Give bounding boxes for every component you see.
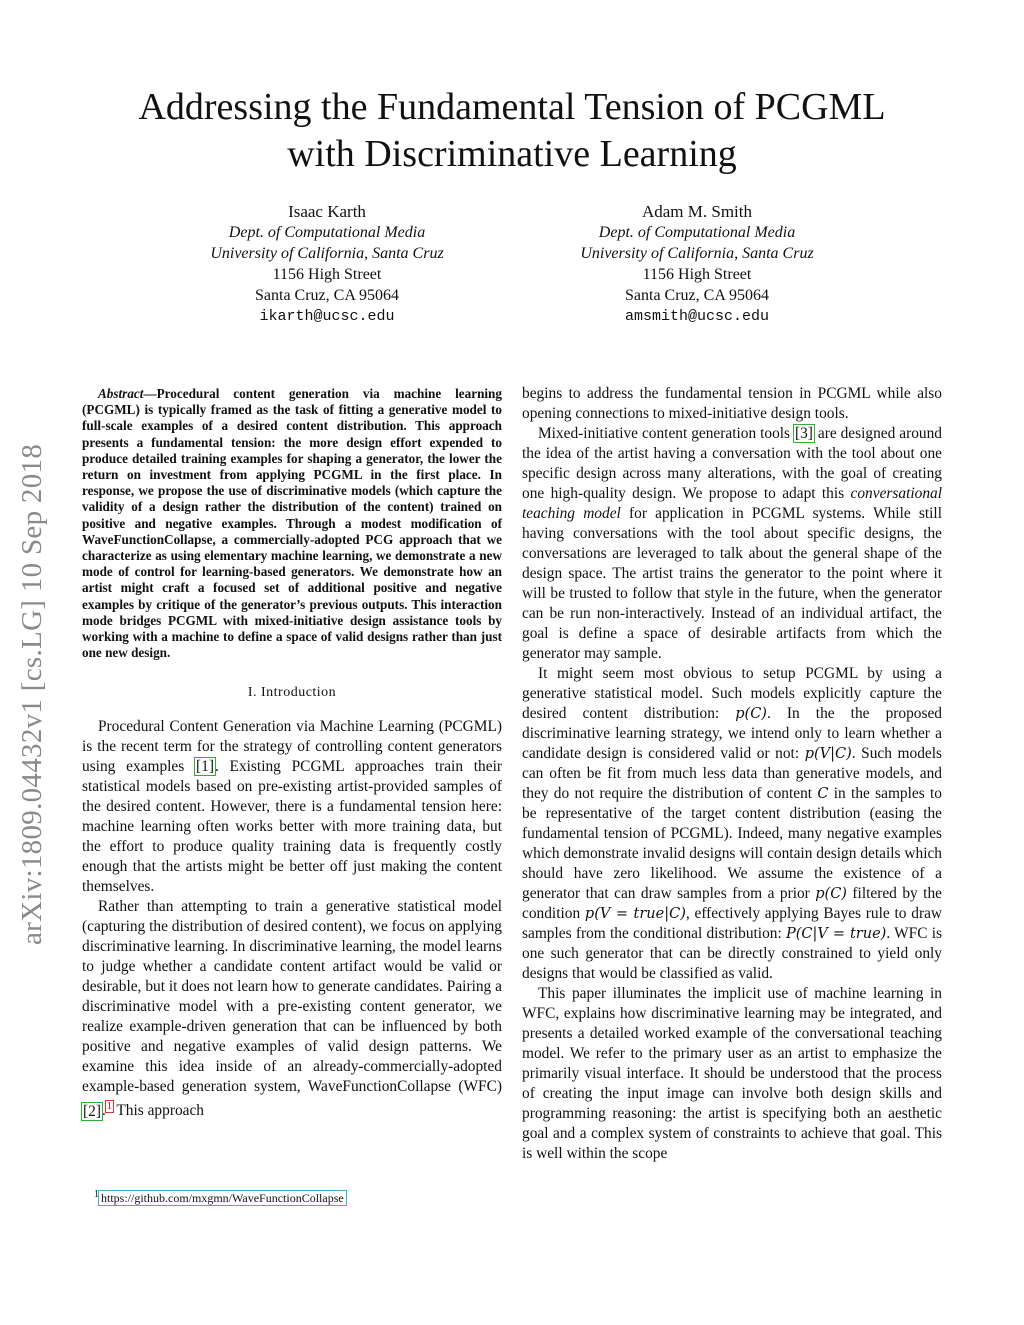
title-line-2: with Discriminative Learning [287,133,737,175]
title-line-1: Addressing the Fundamental Tension of PCGML [138,86,886,128]
text-run: Mixed-initiative content generation tools [538,425,794,442]
math-expression: p(C) [735,706,767,722]
right-paragraph-0: begins to address the fundamental tension in PCGML while also opening connections to mixed-initiative design tools. [522,385,942,422]
math-expression: p(V|C) [804,746,852,762]
arxiv-stamp: arXiv:1809.04432v1 [cs.LG] 10 Sep 2018 [16,443,48,945]
author-university: University of California, Santa Cruz [210,245,444,262]
author-block-2 [532,201,862,327]
author-university: University of California, Santa Cruz [580,245,814,262]
text-run: Rather than attempting to train a generative statistical model (capturing the distribution of desired content), we focus on applying discriminative learning. In discriminative learning, the model learns to judge whether a candidate content artifact would be valid or desirable, but it does not learn how to generate candidates. Pairing a discriminative model with a pre-existing content generator, we realize example-driven generation that can be influenced by both positive and negative examples of valid design patterns. We examine this idea inside of an already-commercially-adopted example-based generation system, WaveFunctionCollapse (WFC) [82,898,502,1096]
text-run: Procedural Content Generation via Machine Learning (PCGML) is the recent term for the strategy of controlling content generators using examples [82,718,502,776]
author-email[interactable]: amsmith@ucsc.edu [624,308,770,325]
author-name: Adam M. Smith [641,202,753,221]
text-run: . [101,1102,106,1120]
left-column [82,386,502,1122]
citation-link[interactable]: [3] [794,425,813,442]
emphasis: conversational teaching model [522,485,942,522]
author-name: Isaac Karth [288,202,366,221]
math-expression: p(V = true|C) [584,906,686,922]
author-city: Santa Cruz, CA 95064 [255,287,399,304]
author-block-1 [162,201,492,327]
text-run: in the samples to be representative of the target content distribution (easing the fundamental tension of PCGML). Indeed, many negative examples which demonstrate invalid designs will contain design details which should have zero likelihood. We assume the existence of a generator that can draw samples from a prior [522,785,942,902]
text-run: . WFC is one such generator that can be directly constrained to yield only designs that would be classified as valid. [522,925,942,982]
footnote-number: 1 [94,1189,99,1200]
text-run: are designed around the idea of the artist having a conversation with the tool about one specific design across many alterations, with the goal of creating one high-quality design. We propose to adapt this [522,425,943,502]
right-paragraph-3: This paper illuminates the implicit use of machine learning in WFC, explains how discriminative learning may be integrated, and presents a detailed worked example of the conversational teaching model. We refer to the primary user as an artist to emphasize the primarily visual interface. It should be understood that the process of creating the input image can involve both design skills and programming reasoning: the artist is specifying both an aesthetic goal and a complex system of constraints to achieve that goal. This is well within the scope [522,985,942,1162]
abstract-dash: — [143,386,157,401]
text-run: filtered by the condition [522,885,942,922]
right-column [522,384,942,1164]
text-run: This approach [112,1102,204,1120]
abstract-label: Abstract [98,386,144,401]
math-expression: p(C) [815,886,847,902]
abstract [82,386,502,661]
footnote-url-link[interactable]: https://github.com/mxgmn/WaveFunctionCollapse [101,1191,344,1205]
footnote-marker[interactable]: 1 [106,1101,112,1113]
author-dept: Dept. of Computational Media [228,224,426,241]
author-city: Santa Cruz, CA 95064 [625,287,769,304]
text-run: for application in PCGML systems. While still having conversations with the tool about specific designs, the conversations are leveraged to talk about the general shape of the design space. The artist trains the generator to the point where it will be trusted to follow that style in the future, when the generator can be run non-interactively. Instead of an individual artifact, the goal is define a space of desirable artifacts from which the generator may sample. [522,505,942,662]
text-run: . Such models can often be fit from much less data than generative models, and they do not require the distribution of content [522,745,942,802]
citation-link[interactable]: [2] [83,1102,101,1120]
math-expression: P(C|V = true) [785,926,887,942]
text-run: . Existing PCGML approaches train their statistical models based on pre-existing artist-provided samples of the desired content. However, there is a fundamental tension here: machine learning often works better with more training data, but the effort to produce quality training data is frequently costly enough that the artists might be better off just making the content themselves. [82,758,502,896]
section-heading: I. Introduction [247,685,337,701]
citation-link[interactable]: [1] [196,758,214,776]
right-paragraph-2 [522,664,942,984]
footnote [94,1187,346,1206]
text-run: . In the the proposed discriminative learning strategy, we intend only to learn whether a candidate design is considered valid or not: [522,705,942,762]
author-dept: Dept. of Computational Media [598,224,796,241]
intro-paragraph-2 [82,897,502,1121]
intro-paragraph-1 [82,717,502,897]
text-run: , effectively applying Bayes rule to draw samples from the conditional distribution: [522,905,943,942]
author-street: 1156 High Street [642,266,752,283]
author-street: 1156 High Street [272,266,382,283]
text-run: It might seem most obvious to setup PCGML by using a generative statistical model. Such models explicitly capture the desired content distribution: [522,665,942,722]
math-expression: C [817,786,829,802]
author-email[interactable]: ikarth@ucsc.edu [259,308,395,325]
paper-title [80,84,944,178]
right-paragraph-1 [522,424,942,664]
abstract-text: Procedural content generation via machine learning (PCGML) is typically framed as the task of fitting a generative model to full-scale examples of a desired content distribution. This approach presents a fundamental tension: the more design effort expended to produce detailed training examples for shaping a generator, the lower the return on investment from applying PCGML in the first place. In response, we propose the use of discriminative models (which capture the validity of a design rather the distribution of the content) trained on positive and negative examples. Through a modest modification of WaveFunctionCollapse, a commercially-adopted PCG approach that we characterize as using elementary machine learning, we demonstrate a new mode of control for learning-based generators. We demonstrate how an artist might craft a focused set of additional positive and negative examples by critique of the generator’s previous outputs. This interaction mode bridges PCGML with mixed-initiative design assistance tools by working with a machine to define a space of valid designs rather than just one new design. [82,386,502,661]
